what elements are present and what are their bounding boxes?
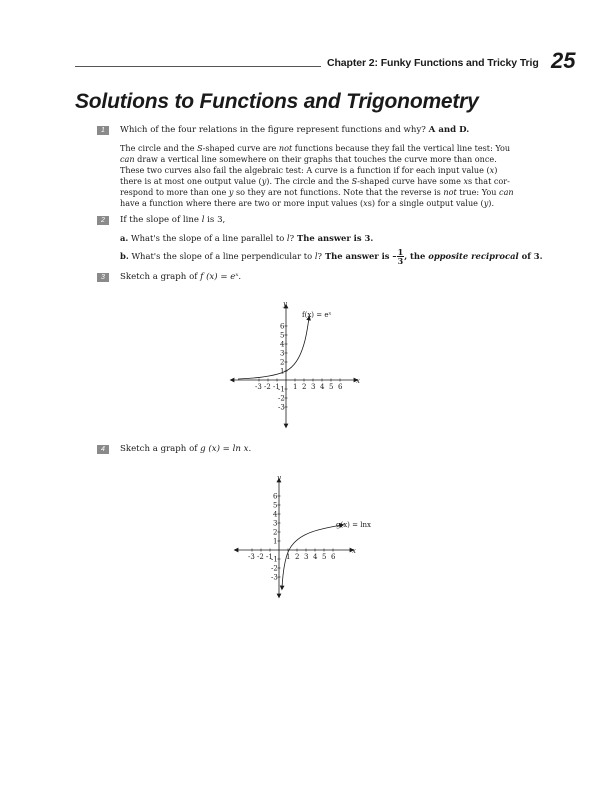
problem-4-question: Sketch a graph of g (x) = ln x. xyxy=(120,444,252,454)
x-axis-label: x xyxy=(356,377,360,385)
x-tick-label: 2 xyxy=(302,383,307,391)
graph-exponential xyxy=(228,296,368,430)
exponential-curve xyxy=(238,318,309,379)
x-tick-label: -2 xyxy=(264,383,271,391)
curve-label: f(x) = eˣ xyxy=(302,311,332,319)
problem-2-question: If the slope of line l is 3, xyxy=(120,215,226,225)
y-tick-label: 6 xyxy=(280,322,285,331)
problem-1-explanation: The circle and the S-shaped curve are not functions because they fail the vertical line test: You can draw a vertical line somewhere on their graphs that touches the curve more than once. These two curves also fail the algebraic test: A curve is a function if for each input value (x) there is at most one output value (y). The circle and the S-shaped curve have some xs that cor- respond to more than one y so they are not functions. Note that the reverse is not true: You can have a function where there are two or more input values (xs) for a single output value (y). xyxy=(120,143,514,209)
problem-1-question: Which of the four relations in the figure represent functions and why? A and D. xyxy=(120,125,470,135)
x-tick-label: -2 xyxy=(257,553,264,561)
chapter-title: Chapter 2: Funky Functions and Tricky Trig xyxy=(327,57,539,69)
x-axis-label: x xyxy=(352,547,356,555)
y-tick-label: 2 xyxy=(273,528,278,537)
x-tick-label: 3 xyxy=(311,383,316,391)
page-title: Solutions to Functions and Trigonometry xyxy=(75,90,479,113)
x-tick-label: -3 xyxy=(255,383,262,391)
x-tick-label: 6 xyxy=(338,383,343,391)
x-tick-label: 1 xyxy=(293,383,298,391)
problem-number-badge: 1 xyxy=(97,126,109,135)
x-tick-label: -3 xyxy=(248,553,255,561)
y-tick-label: -1 xyxy=(271,555,278,564)
y-tick-label: 5 xyxy=(273,501,278,510)
y-tick-label: -2 xyxy=(271,564,278,573)
y-tick-label: 4 xyxy=(273,510,278,519)
y-tick-label: 2 xyxy=(280,358,285,367)
x-tick-label: 3 xyxy=(304,553,309,561)
problem-4-function: g (x) = ln x. xyxy=(200,444,252,454)
problem-number-badge: 2 xyxy=(97,216,109,225)
problem-number-badge: 3 xyxy=(97,273,109,282)
y-axis-label: y xyxy=(283,300,287,308)
header-rule xyxy=(75,66,321,67)
y-tick-label: 4 xyxy=(280,340,285,349)
problem-number-badge: 4 xyxy=(97,445,109,454)
x-tick-label: 4 xyxy=(313,553,318,561)
fraction: $\frac{1}{3}$ xyxy=(397,247,404,266)
x-tick-label: 5 xyxy=(329,383,334,391)
graph-logarithm xyxy=(222,470,371,604)
y-tick-label: 3 xyxy=(273,519,278,528)
x-tick-label: 2 xyxy=(295,553,300,561)
problem-3-function: f (x) = eˣ. xyxy=(200,272,242,282)
y-tick-label: -1 xyxy=(278,385,285,394)
x-tick-label: 4 xyxy=(320,383,325,391)
curve-label: g(x) = lnx xyxy=(336,521,371,529)
y-tick-label: -3 xyxy=(278,403,285,412)
y-axis-label: y xyxy=(277,474,281,482)
y-tick-label: 5 xyxy=(280,331,285,340)
page-number: 25 xyxy=(551,48,576,73)
x-tick-label: -1 xyxy=(273,383,280,391)
x-tick-label: 1 xyxy=(286,553,291,561)
y-tick-label: 1 xyxy=(273,537,278,546)
y-tick-label: 3 xyxy=(280,349,285,358)
problem-3-question: Sketch a graph of f (x) = eˣ. xyxy=(120,272,242,282)
problem-2-part-b: b. What's the slope of a line perpendicular to l? The answer is – $\frac{1}{3}$ , the opposite reciprocal of 3. xyxy=(120,247,543,266)
y-tick-label: -2 xyxy=(278,394,285,403)
y-tick-label: 6 xyxy=(273,492,278,501)
problem-1-answer: A and D. xyxy=(428,125,470,135)
y-tick-label: 1 xyxy=(280,367,285,376)
x-tick-label: 6 xyxy=(331,553,336,561)
x-tick-label: 5 xyxy=(322,553,327,561)
problem-2-part-a: a. What's the slope of a line parallel to l? The answer is 3. xyxy=(120,233,374,243)
x-tick-label: -1 xyxy=(266,553,273,561)
y-tick-label: -3 xyxy=(271,573,278,582)
